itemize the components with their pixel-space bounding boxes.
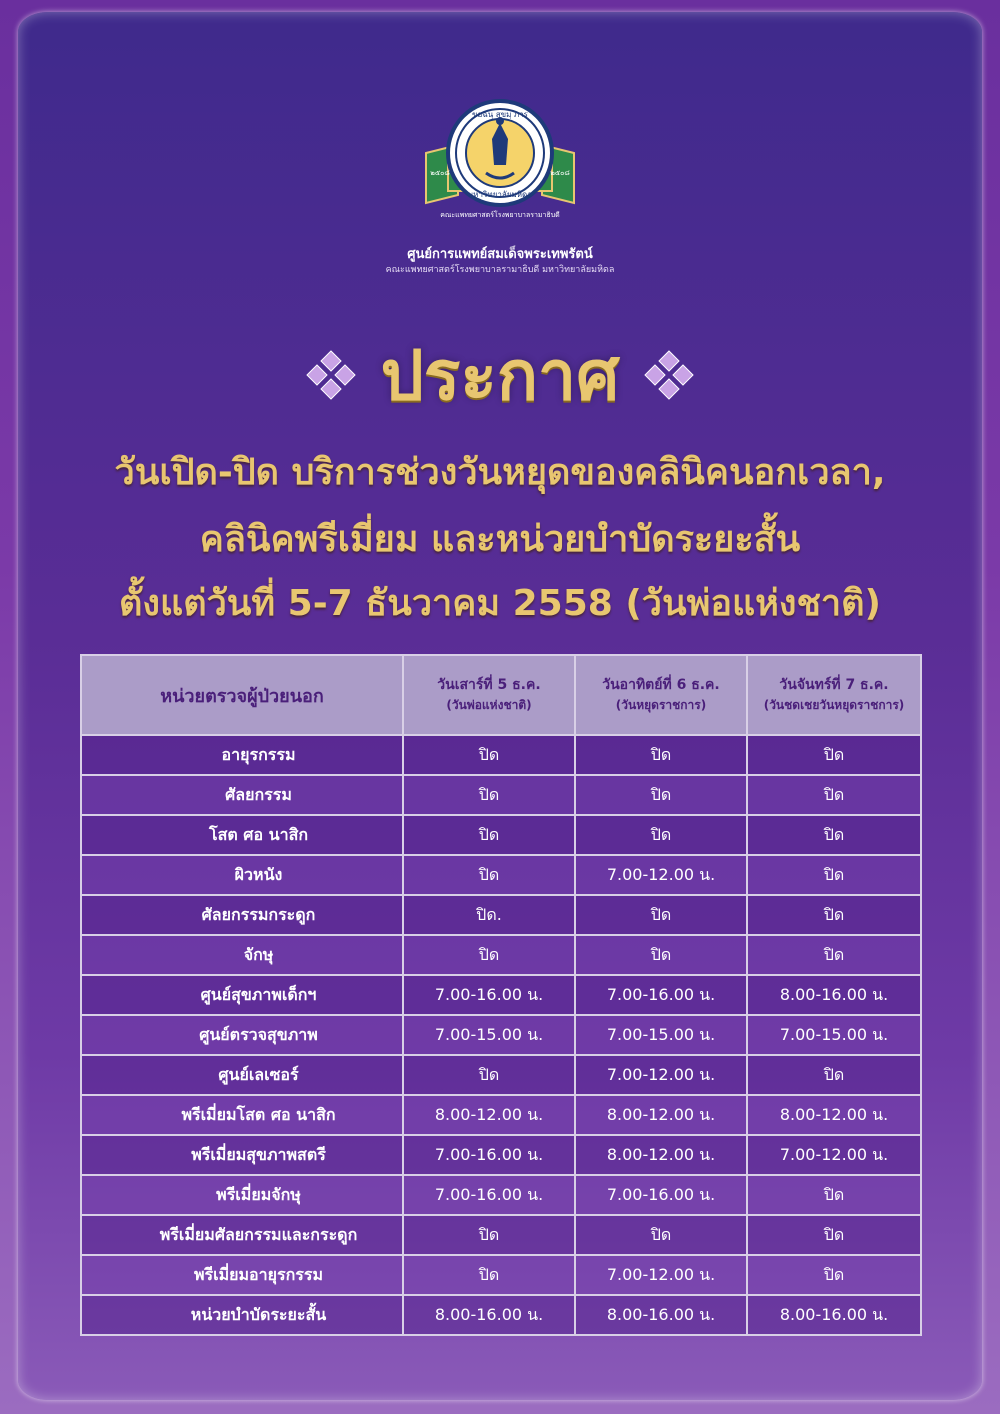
table-row — [81, 1295, 921, 1335]
hours-cell: 7.00-15.00 น. — [403, 1015, 575, 1055]
hours-cell: 8.00-12.00 น. — [747, 1095, 921, 1135]
hours-cell: ปิด — [403, 855, 575, 895]
subtitle-line-1: วันเปิด-ปิด บริการช่วงวันหยุดของคลินิคนอกเวลา, — [114, 452, 886, 493]
hours-cell: ปิด — [403, 935, 575, 975]
hours-cell: ปิด — [403, 1255, 575, 1295]
logo-year-left: ๒๕๐๘ — [430, 169, 450, 177]
hours-cell: ปิด — [575, 775, 747, 815]
unit-cell: พรีเมี่ยมจักษุ — [81, 1175, 403, 1215]
table-row — [81, 775, 921, 815]
subtitle-line-2: คลินิคพรีเมี่ยม และหน่วยบำบัดระยะสั้น — [199, 519, 801, 560]
hours-cell: 7.00-16.00 น. — [575, 975, 747, 1015]
unit-cell: พรีเมี่ยมสุขภาพสตรี — [81, 1135, 403, 1175]
hours-cell: ปิด — [747, 735, 921, 775]
hours-cell: ปิด — [747, 815, 921, 855]
table-row — [81, 935, 921, 975]
table-row — [81, 1215, 921, 1255]
hours-cell: 8.00-16.00 น. — [747, 1295, 921, 1335]
hours-cell: 8.00-12.00 น. — [575, 1135, 747, 1175]
hours-cell: 7.00-12.00 น. — [747, 1135, 921, 1175]
hours-cell: ปิด — [747, 855, 921, 895]
hours-cell: ปิด — [403, 1215, 575, 1255]
table-row — [81, 975, 921, 1015]
hours-cell: ปิด — [747, 1175, 921, 1215]
hours-cell: ปิด — [403, 815, 575, 855]
logo-text-ribbon: คณะแพทยศาสตร์โรงพยาบาลรามาธิบดี — [440, 211, 560, 219]
hours-cell: 7.00-16.00 น. — [575, 1175, 747, 1215]
day-note: (วันชดเชยวันหยุดราชการ) — [763, 698, 905, 712]
schedule-table — [80, 654, 922, 1336]
hours-cell: ปิด — [403, 775, 575, 815]
unit-cell: ศัลยกรรม — [81, 775, 403, 815]
unit-cell: ศูนย์สุขภาพเด็กฯ — [81, 975, 403, 1015]
hours-cell: 8.00-12.00 น. — [403, 1095, 575, 1135]
unit-cell: ศัลยกรรมกระดูก — [81, 895, 403, 935]
diamond-ornament-icon — [303, 347, 359, 403]
table-row — [81, 1175, 921, 1215]
unit-cell: พรีเมี่ยมอายุรกรรม — [81, 1255, 403, 1295]
hours-cell: 7.00-12.00 น. — [575, 855, 747, 895]
table-row — [81, 1095, 921, 1135]
hours-cell: ปิด — [747, 1055, 921, 1095]
unit-cell: ศูนย์เลเซอร์ — [81, 1055, 403, 1095]
hours-cell: 7.00-15.00 น. — [575, 1015, 747, 1055]
hours-cell: ปิด — [747, 1255, 921, 1295]
table-row — [81, 855, 921, 895]
hours-cell: 7.00-12.00 น. — [575, 1255, 747, 1295]
unit-column-header: หน่วยตรวจผู้ป่วยนอก — [81, 655, 403, 735]
hours-cell: 7.00-16.00 น. — [403, 1175, 575, 1215]
day-label: วันอาทิตย์ที่ 6 ธ.ค. — [602, 677, 720, 693]
hours-cell: ปิด — [575, 815, 747, 855]
hours-cell: ปิด — [747, 1215, 921, 1255]
day-column-header — [747, 655, 921, 735]
unit-cell: จักษุ — [81, 935, 403, 975]
hours-cell: ปิด — [575, 895, 747, 935]
day-note: (วันพ่อแห่งชาติ) — [446, 698, 532, 712]
hours-cell: 7.00-12.00 น. — [575, 1055, 747, 1095]
org-subtitle: คณะแพทยศาสตร์โรงพยาบาลรามาธิบดี มหาวิทยาลัยมหิดล — [385, 265, 615, 275]
day-label: วันจันทร์ที่ 7 ธ.ค. — [779, 677, 889, 693]
unit-cell: พรีเมี่ยมโสต ศอ นาสิก — [81, 1095, 403, 1135]
org-name: ศูนย์การแพทย์สมเด็จพระเทพรัตน์ — [407, 247, 593, 262]
hours-cell: 7.00-16.00 น. — [403, 975, 575, 1015]
hours-cell: 8.00-16.00 น. — [575, 1295, 747, 1335]
table-row — [81, 815, 921, 855]
hours-cell: 8.00-16.00 น. — [747, 975, 921, 1015]
table-header-row — [81, 655, 921, 735]
hours-cell: ปิด. — [403, 895, 575, 935]
hours-cell: 7.00-15.00 น. — [747, 1015, 921, 1055]
diamond-ornament-icon — [641, 347, 697, 403]
logo-text-top: ขอฉนฺ สุขมฺ ภาร — [472, 110, 528, 119]
table-row — [81, 1055, 921, 1095]
hours-cell: ปิด — [575, 735, 747, 775]
logo-year-right: ๒๕๐๘ — [550, 169, 570, 177]
hours-cell: ปิด — [575, 935, 747, 975]
table-row — [81, 1015, 921, 1055]
hours-cell: ปิด — [747, 895, 921, 935]
hours-cell: ปิด — [403, 1055, 575, 1095]
page-title: ประกาศ — [380, 337, 620, 416]
subtitle-line-3: ตั้งแต่วันที่ 5-7 ธันวาคม 2558 (วันพ่อแห่งชาติ) — [119, 583, 881, 624]
unit-cell: ผิวหนัง — [81, 855, 403, 895]
hours-cell: ปิด — [747, 775, 921, 815]
logo-text-band: มหาวิทยาลัยมหิดล — [467, 190, 533, 199]
unit-cell: ศูนย์ตรวจสุขภาพ — [81, 1015, 403, 1055]
table-row — [81, 735, 921, 775]
hours-cell: ปิด — [403, 735, 575, 775]
unit-cell: หน่วยบำบัดระยะสั้น — [81, 1295, 403, 1335]
title-row — [0, 330, 1000, 420]
hours-cell: 8.00-16.00 น. — [403, 1295, 575, 1335]
table-row — [81, 895, 921, 935]
day-column-header — [575, 655, 747, 735]
day-note: (วันหยุดราชการ) — [615, 698, 707, 712]
table-row — [81, 1135, 921, 1175]
hours-cell: ปิด — [575, 1215, 747, 1255]
unit-cell: พรีเมี่ยมศัลยกรรมและกระดูก — [81, 1215, 403, 1255]
hours-cell: 8.00-12.00 น. — [575, 1095, 747, 1135]
day-label: วันเสาร์ที่ 5 ธ.ค. — [437, 677, 541, 693]
university-seal-logo — [418, 95, 582, 235]
unit-cell: อายุรกรรม — [81, 735, 403, 775]
table-row — [81, 1255, 921, 1295]
hours-cell: ปิด — [747, 935, 921, 975]
unit-cell: โสต ศอ นาสิก — [81, 815, 403, 855]
hours-cell: 7.00-16.00 น. — [403, 1135, 575, 1175]
day-column-header — [403, 655, 575, 735]
